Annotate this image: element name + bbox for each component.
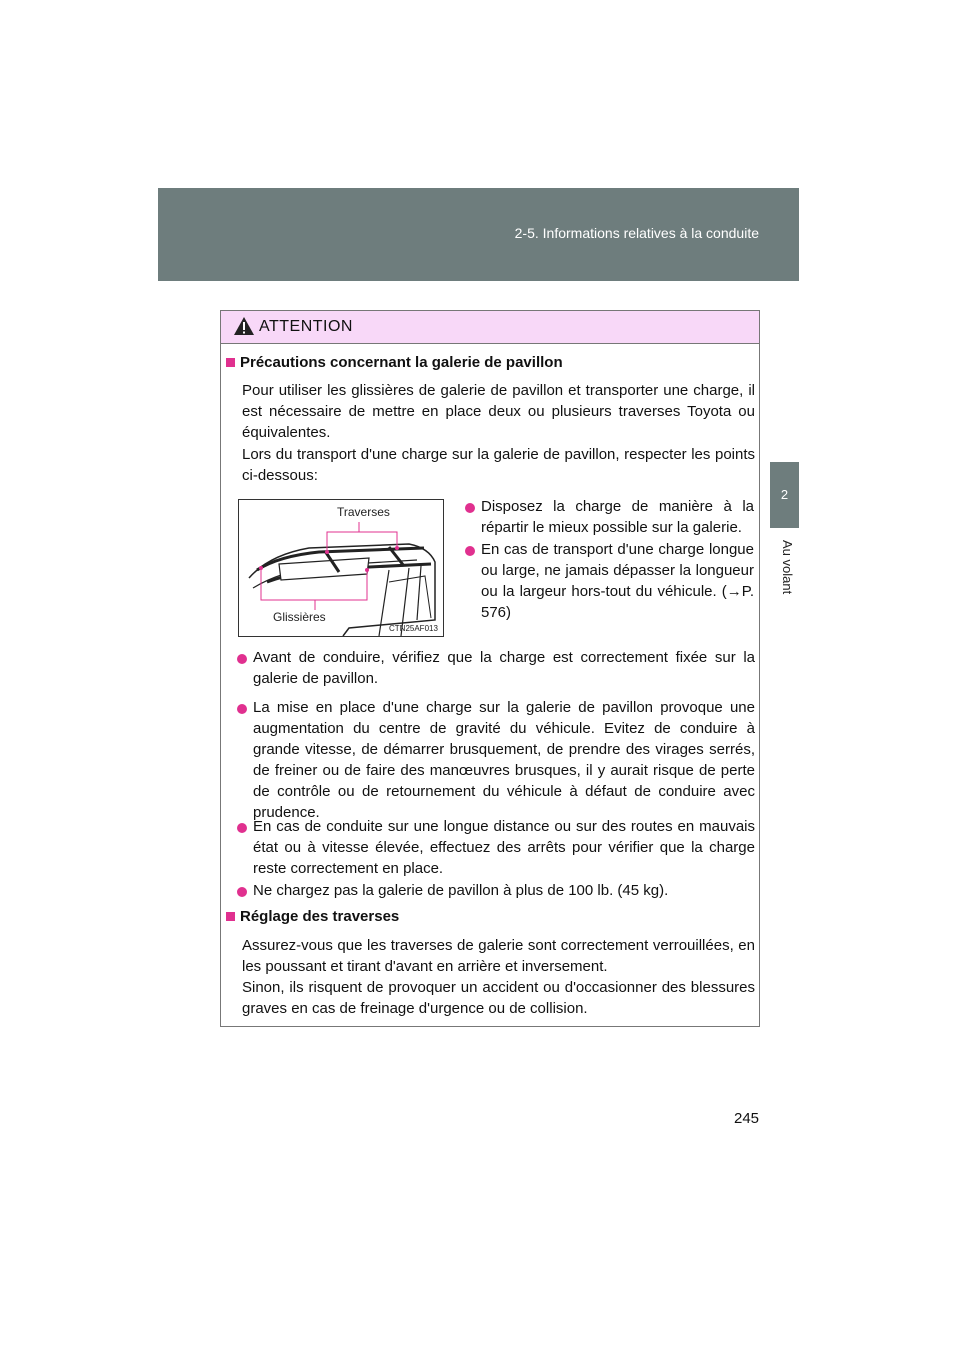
section-heading-roof-rack: Précautions concernant la galerie de pavillon bbox=[226, 354, 563, 371]
warning-header bbox=[221, 311, 759, 344]
warning-label: ATTENTION bbox=[259, 318, 353, 335]
paragraph-points: Lors du transport d'une charge sur la galerie de pavillon, respecter les points ci-dessous: bbox=[242, 446, 755, 484]
chapter-number-tab: 2 bbox=[770, 462, 799, 528]
list-item: Ne chargez pas la galerie de pavillon à plus de 100 lb. (45 kg). bbox=[253, 882, 669, 899]
page-number: 245 bbox=[734, 1110, 760, 1127]
section-title: 2-5. Informations relatives à la conduite bbox=[514, 225, 759, 241]
chapter-label: Au volant bbox=[780, 540, 795, 595]
square-bullet-icon bbox=[226, 358, 235, 367]
header-band bbox=[158, 188, 799, 281]
bullet-dot-icon bbox=[237, 823, 247, 833]
bullet-dot-icon bbox=[237, 654, 247, 664]
paragraph-intro: Pour utiliser les glissières de galerie de pavillon et transporter une charge, il est nécessaire de mettre en place deux ou plusieurs traverses Toyota ou équivalentes. bbox=[242, 382, 755, 441]
paragraph-adjust: Assurez-vous que les traverses de galerie sont correctement verrouillées, en les poussant et tirant d'avant en arrière et inversement. bbox=[242, 937, 755, 975]
figure-label-glissieres: Glissières bbox=[273, 610, 326, 624]
list-item: Avant de conduire, vérifiez que la charge est correctement fixée sur la galerie de pavillon. bbox=[253, 649, 755, 687]
section-heading-crossbars: Réglage des traverses bbox=[226, 908, 399, 925]
bullet-dot-icon bbox=[237, 704, 247, 714]
list-item: Disposez la charge de manière à la répartir le mieux possible sur la galerie. bbox=[481, 498, 754, 536]
paragraph-risk: Sinon, ils risquent de provoquer un accident ou d'occasionner des blessures graves en cas de freinage d'urgence ou de collision. bbox=[242, 979, 755, 1017]
list-item: En cas de transport d'une charge longue ou large, ne jamais dépasser la longueur ou la largeur hors-tout du véhicule. (→P. 576) bbox=[481, 541, 754, 621]
list-item: En cas de conduite sur une longue distance ou sur des routes en mauvais état ou à vitesse élevée, effectuez des arrêts pour vérifier que la charge reste correctement en place. bbox=[253, 818, 755, 877]
roof-rack-illustration bbox=[239, 500, 443, 636]
warning-triangle-icon bbox=[233, 316, 255, 336]
roof-rack-figure bbox=[238, 499, 444, 637]
list-item: La mise en place d'une charge sur la galerie de pavillon provoque une augmentation du centre de gravité du véhicule. Evitez de conduire à grande vitesse, de démarrer brusquement, de prendre des virages serrés, de freiner ou de faire des manœuvres brusques, il y aurait risque de perte de contrôle ou de retournement du véhicule à défaut de conduire avec prudence. bbox=[253, 699, 755, 821]
figure-code: CTN25AF013 bbox=[389, 624, 438, 633]
bullet-dot-icon bbox=[465, 546, 475, 556]
bullet-dot-icon bbox=[237, 887, 247, 897]
figure-label-traverses: Traverses bbox=[337, 505, 390, 519]
square-bullet-icon bbox=[226, 912, 235, 921]
bullet-dot-icon bbox=[465, 503, 475, 513]
warning-box bbox=[220, 310, 760, 1027]
